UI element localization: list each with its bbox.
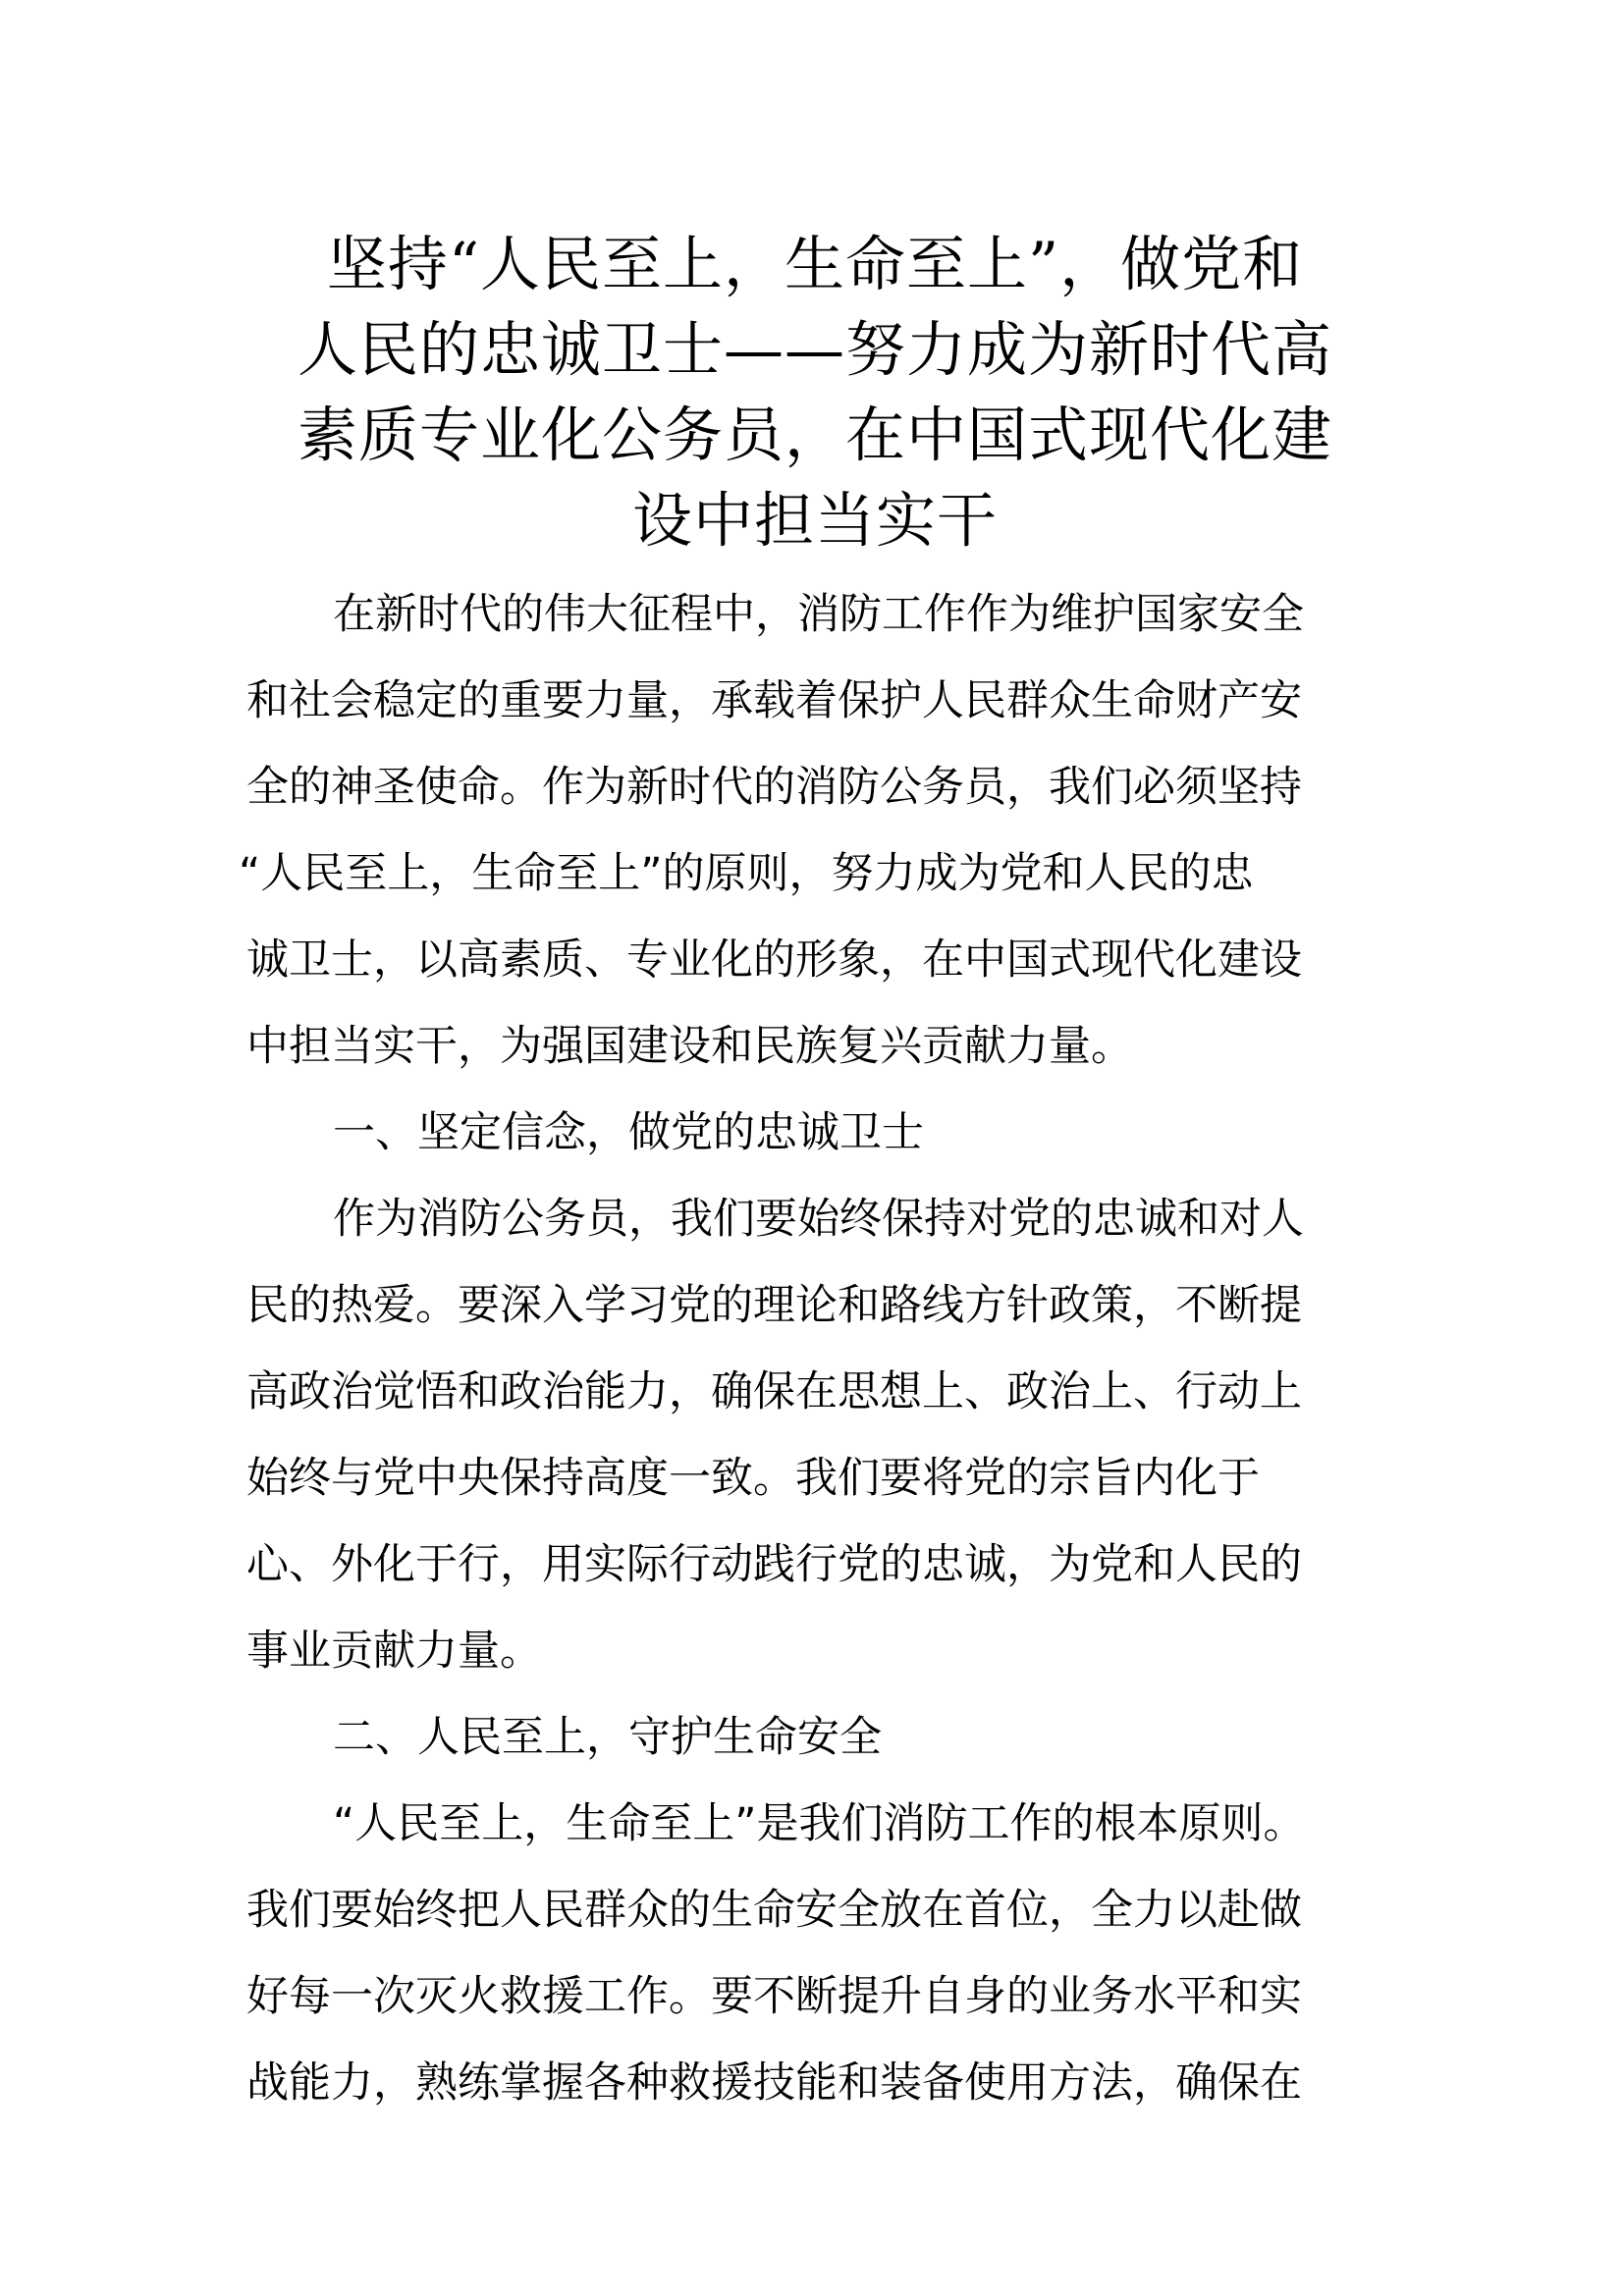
paragraph-line: 始终与党中央保持高度一致。我们要将党的宗旨内化于: [246, 1454, 1260, 1503]
paragraph-line: “人民至上，生命至上”的原则，努力成为党和人民的忠: [239, 849, 1254, 898]
title-line: 素质专业化公务员，在中国式现代化建: [297, 400, 1332, 470]
intro-paragraph: [239, 571, 1351, 1090]
paragraph-line: 中担当实干，为强国建设和民族复兴贡献力量。: [246, 1022, 1133, 1071]
paragraph-line: 民的热爱。要深入学习党的理论和路线方针政策，不断提: [246, 1281, 1302, 1330]
paragraph-line: 诚卫士，以高素质、专业化的形象，在中国式现代化建设: [246, 935, 1302, 985]
title-line: 坚持“人民至上，生命至上”，做党和: [326, 230, 1304, 299]
section-heading-1: 一、坚定信念，做党的忠诚卫士: [333, 1108, 924, 1157]
paragraph-line: 事业贡献力量。: [246, 1627, 542, 1676]
paragraph-line: 高政治觉悟和政治能力，确保在思想上、政治上、行动上: [246, 1367, 1302, 1416]
document-body: [239, 571, 1351, 2126]
title-line: 设中担当实干: [631, 486, 998, 556]
paragraph-line: “人民至上，生命至上”是我们消防工作的根本原则。: [333, 1799, 1306, 1848]
paragraph-line: 战能力，熟练掌握各种救援技能和装备使用方法，确保在: [246, 2058, 1302, 2108]
paragraph-line: 心、外化于行，用实际行动践行党的忠诚，为党和人民的: [246, 1540, 1302, 1589]
title-line: 人民的忠诚卫士——努力成为新时代高: [297, 315, 1332, 385]
section-1-paragraph: [246, 1176, 1351, 1694]
document-title: [245, 222, 1384, 563]
section-heading-2: 二、人民至上，守护生命安全: [333, 1713, 882, 1762]
paragraph-line: 作为消防公务员，我们要始终保持对党的忠诚和对人: [333, 1195, 1304, 1244]
paragraph-line: 我们要始终把人民群众的生命安全放在首位，全力以赴做: [246, 1886, 1302, 1935]
paragraph-line: 在新时代的伟大征程中，消防工作作为维护国家安全: [333, 590, 1304, 639]
section-2-paragraph: [246, 1781, 1351, 2126]
paragraph-line: 好每一次灭火救援工作。要不断提升自身的业务水平和实: [246, 1972, 1302, 2021]
paragraph-line: 和社会稳定的重要力量，承载着保护人民群众生命财产安: [246, 676, 1302, 725]
paragraph-line: 全的神圣使命。作为新时代的消防公务员，我们必须坚持: [246, 763, 1302, 812]
